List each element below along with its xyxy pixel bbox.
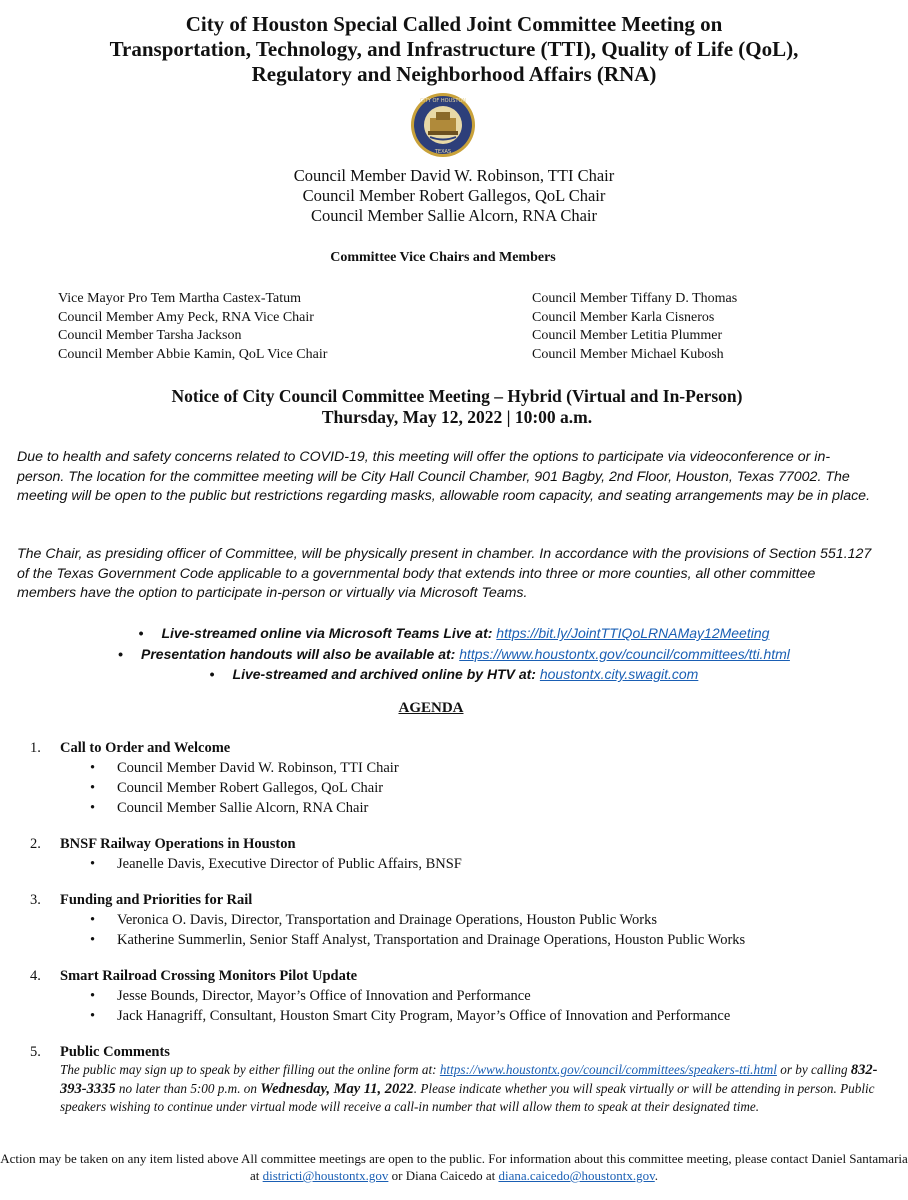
speaker-signup-link[interactable]: https://www.houstontx.gov/council/committees/speakers-tti.html [439,1062,777,1077]
handouts-link[interactable]: https://www.houstontx.gov/council/committees/tti.html [459,645,790,662]
meeting-notice-heading [0,386,908,428]
agenda-item [30,738,890,818]
title-line-1: City of Houston Special Called Joint Committee Meeting on [185,12,723,36]
access-link-label: Live-streamed and archived online by HTV at: [232,666,536,682]
agenda-item-title: BNSF Railway Operations in Houston [60,836,296,852]
htv-link[interactable]: houstontx.city.swagit.com [539,666,699,682]
agenda-item-number: 1. [30,740,41,756]
member-name: Council Member Abbie Kamin, QoL Vice Chair [58,346,328,362]
seal-text-bottom: TEXAS [434,149,452,155]
member-name: Council Member Tiffany D. Thomas [532,291,738,306]
bullet-icon: • [118,645,123,662]
access-link-label: Live-streamed online via Microsoft Teams Live at: [161,625,493,641]
agenda-speaker: Jesse Bounds, Director, Mayor’s Office of Innovation and Performance [117,988,531,1004]
access-link-label: Presentation handouts will also be available at: [141,645,456,662]
agenda-item [30,834,890,874]
title-line-3: Regulatory and Neighborhood Affairs (RNA) [251,62,657,86]
agenda-speaker: Council Member Sallie Alcorn, RNA Chair [117,800,369,816]
footer-text-a: Action may be taken on any item listed above All committee meetings are open to the public. For information about this committee meeting, please contact Daniel Santamaria at [0,1151,908,1183]
bullet-icon: • [90,800,96,816]
agenda-list [30,738,890,1116]
agenda-item-number: 4. [30,968,41,984]
bullet-icon: • [90,760,96,776]
footer-text-c: . [654,1168,658,1183]
covid-paragraph: Due to health and safety concerns related to COVID-19, this meeting will offer the options to participate via videoconference or in-person. The location for the committee meeting will be City Hall Council Chamber, 901 Bagby, 2nd Floor, Houston, Texas 77002. The meeting will be open to the public but restrictions regarding masks, allowable room capacity, and seating arrangements may be in place. [17,449,871,504]
committee-chairs [0,166,908,226]
agenda-item-title: Funding and Priorities for Rail [60,892,253,908]
access-link-item [0,623,908,644]
agenda-speaker: Jeanelle Davis, Executive Director of Public Affairs, BNSF [117,856,462,872]
footer-text-b: or Diana Caicedo at [388,1168,499,1183]
seal-text-top: CITY OF HOUSTON [419,98,467,104]
agenda-speaker: Council Member Robert Gallegos, QoL Chair [117,780,384,796]
members-list-right [532,290,737,364]
agenda-item [30,966,890,1026]
pc-text-d: . Please indicate whether you will speak virtually or will be attending in person. Public speakers wishing to continue under virtual mode will receive a call-in number that will allow them to speak at their designated time. [60,1080,875,1114]
bullet-icon: • [209,666,215,682]
agenda-speaker: Katherine Summerlin, Senior Staff Analyst, Transportation and Drainage Operations, Houston Public Works [117,932,746,948]
bullet-icon: • [90,988,96,1004]
footer-contact [0,1150,908,1184]
contact-email-link-2[interactable]: diana.caicedo@houstontx.gov [498,1168,655,1183]
agenda-speaker: Veronica O. Davis, Director, Transportation and Drainage Operations, Houston Public Works [117,912,658,928]
agenda-speaker: Council Member David W. Robinson, TTI Chair [117,760,399,776]
agenda-item-title: Smart Railroad Crossing Monitors Pilot Update [60,968,358,984]
agenda-item-number: 5. [30,1044,41,1060]
chair-line: Council Member Sallie Alcorn, RNA Chair [311,206,597,225]
members-list-left [58,290,327,364]
chair-line: Council Member Robert Gallegos, QoL Chair [302,186,606,205]
meeting-date-time: Thursday, May 12, 2022 | 10:00 a.m. [321,407,593,427]
phone-number: 832-393-3335 [60,1062,878,1097]
access-link-item [0,664,908,685]
agenda-item-number: 2. [30,836,41,852]
bullet-icon: • [90,912,96,928]
vice-chairs-heading: Committee Vice Chairs and Members [330,250,556,265]
signup-deadline: Wednesday, May 11, 2022 [260,1080,414,1097]
notice-line-1: Notice of City Council Committee Meeting – Hybrid (Virtual and In-Person) [171,386,743,406]
bullet-icon: • [90,932,96,948]
title-line-2: Transportation, Technology, and Infrastructure (TTI), Quality of Life (QoL), [109,37,799,61]
member-name: Council Member Karla Cisneros [532,309,715,325]
access-link-item [0,644,908,665]
participation-paragraph: The Chair, as presiding officer of Committee, will be physically present in chamber. In accordance with the provisions of Section 551.127 of the Texas Government Code applicable to a governmental body that extends into three or more counties, all other committee members have the option to participate in-person or virtually via Microsoft Teams. [17,546,872,601]
bullet-icon: • [138,625,144,641]
public-comments-text [30,1061,890,1116]
member-name: Council Member Michael Kubosh [532,346,724,362]
member-name: Council Member Tarsha Jackson [58,328,242,343]
agenda-speaker: Jack Hanagriff, Consultant, Houston Smart City Program, Mayor’s Office of Innovation and Performance [117,1008,731,1024]
document-title [0,12,908,87]
agenda-item-number: 3. [30,892,41,908]
bullet-icon: • [90,856,96,872]
chair-line: Council Member David W. Robinson, TTI Chair [293,166,615,185]
member-name: Council Member Amy Peck, RNA Vice Chair [58,309,314,325]
agenda-item-title: Call to Order and Welcome [60,740,231,756]
city-seal-icon [410,92,476,158]
agenda-item [30,890,890,950]
access-links-list [0,623,908,685]
agenda-item-public-comments [30,1042,890,1116]
bullet-icon: • [90,780,96,796]
member-name: Vice Mayor Pro Tem Martha Castex-Tatum [58,291,302,306]
agenda-heading: AGENDA [398,700,464,716]
member-name: Council Member Letitia Plummer [532,328,723,343]
pc-text-b: or by calling [776,1062,851,1077]
teams-live-link[interactable]: https://bit.ly/JointTTIQoLRNAMay12Meeting [496,625,770,641]
agenda-item-title: Public Comments [60,1044,170,1060]
bullet-icon: • [90,1008,96,1024]
pc-text-a: The public may sign up to speak by either filling out the online form at: [60,1062,440,1077]
contact-email-link-1[interactable]: districti@houstontx.gov [262,1168,389,1183]
pc-text-c: no later than 5:00 p.m. on [115,1080,261,1096]
